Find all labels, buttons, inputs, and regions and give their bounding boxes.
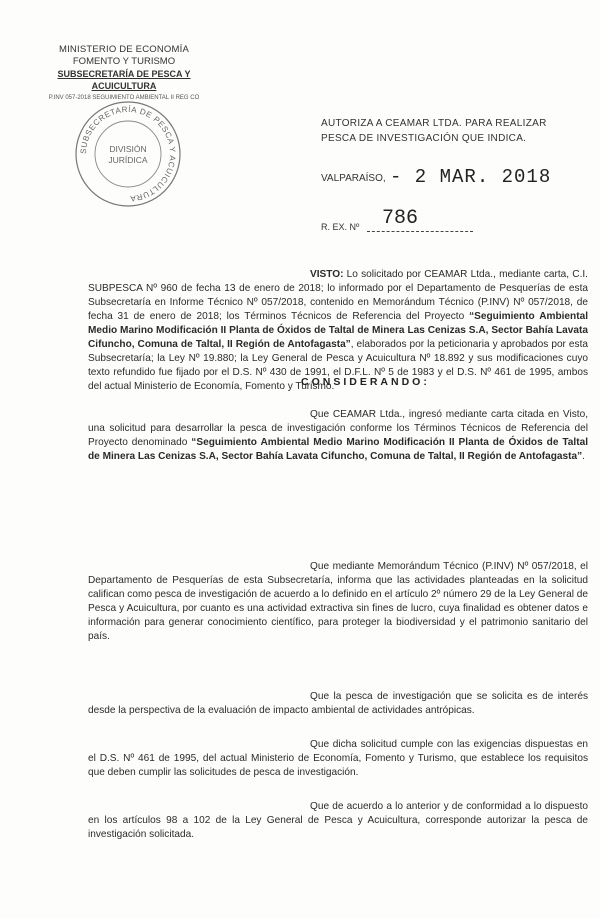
considerando-paragraph-5: Que de acuerdo a lo anterior y de conformidad a lo dispuesto en los artículos 98 a 102 de la Ley General de Pesca y Acuicultura, corresponde autorizar la pesca de investigación solicitada. bbox=[88, 801, 588, 840]
undersecretariat-name: SUBSECRETARÍA DE PESCA Y ACUICULTURA bbox=[57, 69, 191, 91]
visto-lead: VISTO: bbox=[310, 269, 344, 280]
file-reference: P.INV 057-2018 SEGUIMIENTO AMBIENTAL II REG CO bbox=[48, 95, 200, 101]
considerando-paragraph-1 bbox=[88, 408, 588, 464]
considerando-1-text-2: . bbox=[582, 451, 585, 462]
seal-center-line2: JURÍDICA bbox=[108, 155, 148, 165]
considerando-1-project-title: “Seguimiento Ambiental Medio Marino Modificación II Planta de Óxidos de Taltal de Minera Las Cenizas S.A, Sector Bahía Lavata Cifuncho, Comuna de Taltal, II Región de Antofagasta” bbox=[88, 437, 588, 462]
letterhead bbox=[28, 44, 220, 104]
considerando-paragraph-4: Que dicha solicitud cumple con las exigencias dispuestas en el D.S. Nº 461 de 1995, del actual Ministerio de Economía, Fomento y Turismo, que establece los requisitos que deben cumplir las solicitudes de pesca de investigación. bbox=[88, 739, 588, 778]
official-seal-stamp bbox=[72, 98, 184, 210]
visto-text-2: , elaborados por la peticionaria y aprobados por esta Subsecretaría; la Ley Nº 19.880; la Ley General de Pesca y Acuicultura Nº 18.892 y sus modificaciones cuyo texto refundido fue fijado por el D.S. Nº 430 de 1991, el D.F.L. Nº 5 de 1983 y el D.S. Nº 461 de 1995, ambos del actual Ministerio de Economía, Fomento y Turismo. bbox=[88, 339, 589, 392]
visto-project-title: “Seguimiento Ambiental Medio Marino Modificación II Planta de Óxidos de Taltal de Minera Las Cenizas S.A, Sector Bahía Lavata Cifuncho, Comuna de Taltal, II Región de Antofagasta” bbox=[88, 311, 588, 350]
ministry-subtitle: FOMENTO Y TURISMO bbox=[72, 56, 176, 67]
seal-ring-text: SUBSECRETARÍA DE PESCA Y ACUICULTURA bbox=[78, 104, 178, 204]
considerando-paragraph-2: Que mediante Memorándum Técnico (P.INV) Nº 057/2018, el Departamento de Pesquerías de esta Subsecretaría, informa que las actividades planteadas en la solicitud califican como pesca de investigación de acuerdo a lo definido en el artículo 2º número 29 de la Ley General de Pesca y Acuicultura, por cuanto es una actividad extractiva sin fines de lucro, cuya finalidad es obtener datos e información para generar conocimiento científico, para proteger la biodiversidad y el patrimonio sanitario del país. bbox=[88, 561, 588, 642]
visto-text-1: Lo solicitado por CEAMAR Ltda., mediante carta, C.I. SUBPESCA Nº 960 de fecha 13 de enero de 2018; lo informado por el Departamento de Pesquerías de esta Subsecretaría en Informe Técnico Nº 057/2018, contenido en Memorándum Técnico (P.INV) Nº 057/2018, de fecha 31 de enero de 2018; los Términos Técnicos de Referencia del Proyecto bbox=[88, 269, 588, 322]
place-label: VALPARAÍSO, bbox=[321, 173, 386, 184]
considerando-heading: CONSIDERANDO: bbox=[301, 376, 430, 388]
resolution-subject: AUTORIZA A CEAMAR LTDA. PARA REALIZAR PESCA DE INVESTIGACIÓN QUE INDICA. bbox=[321, 118, 547, 144]
seal-center-line1: DIVISIÓN bbox=[109, 144, 147, 154]
resolution-number-line bbox=[367, 231, 473, 232]
considerando-1-text-1: Que CEAMAR Ltda., ingresó mediante carta citada en Visto, una solicitud para desarrollar la pesca de investigación conforme los Términos Técnicos de Referencia del Proyecto denominado bbox=[88, 409, 588, 448]
resolution-date-stamp: - 2 MAR. 2018 bbox=[390, 166, 552, 188]
considerando-paragraph-3: Que la pesca de investigación que se solicita es de interés desde la perspectiva de la evaluación de impacto ambiental de actividades antrópicas. bbox=[88, 691, 588, 716]
resolution-number-label: R. EX. Nº bbox=[321, 222, 360, 232]
ministry-name: MINISTERIO DE ECONOMÍA bbox=[58, 44, 190, 55]
resolution-number: 786 bbox=[382, 207, 419, 230]
